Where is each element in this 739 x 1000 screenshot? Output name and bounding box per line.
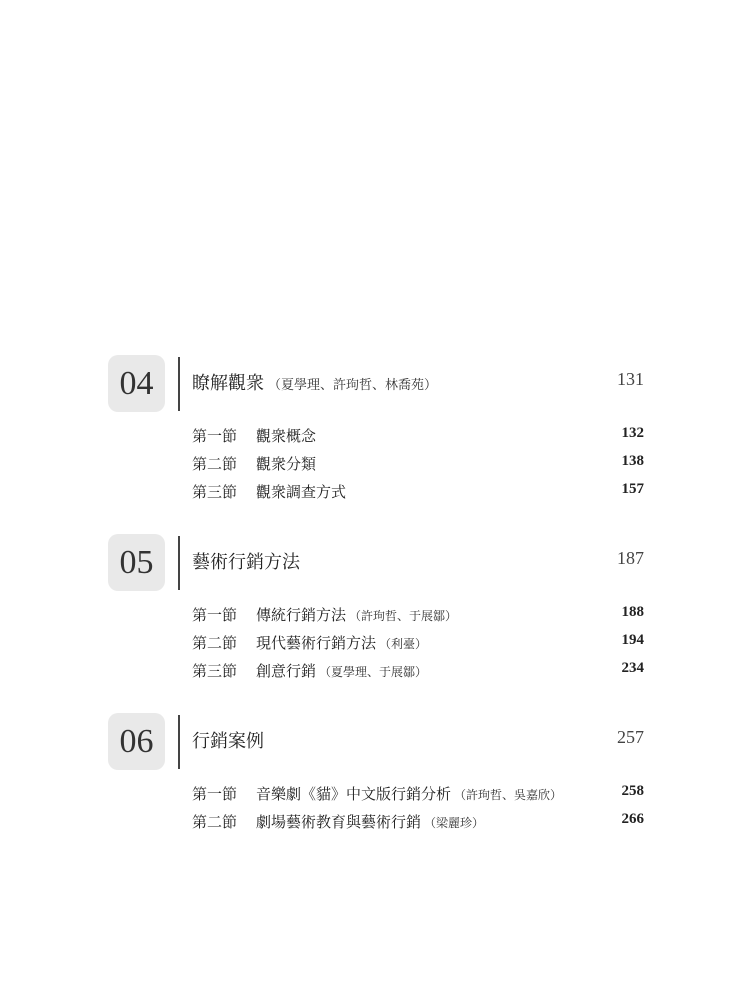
section-title: 音樂劇《貓》中文版行銷分析 (256, 785, 452, 803)
section-list (192, 783, 644, 839)
section-label: 第一節 (192, 606, 238, 624)
chapter-title-row[interactable] (192, 369, 644, 399)
section-page-number: 266 (621, 811, 644, 827)
section-authors: （許玽哲、于展鄒） (349, 609, 458, 623)
chapter-title: 瞭解觀衆 (192, 373, 264, 394)
chapter-number: 06 (119, 722, 154, 760)
section-title: 劇場藝術教育與藝術行銷 (256, 813, 422, 831)
section-row[interactable] (192, 811, 644, 839)
section-page-number: 188 (621, 604, 644, 620)
chapter-divider (178, 357, 180, 411)
section-title: 傳統行銷方法 (256, 606, 347, 624)
section-label: 第三節 (192, 662, 238, 680)
section-row[interactable] (192, 425, 644, 453)
section-authors: （利臺） (379, 637, 428, 651)
chapter-number-badge (108, 355, 165, 412)
chapter-page-number: 257 (617, 727, 644, 747)
section-page-number: 258 (621, 783, 644, 799)
chapter-04 (0, 355, 739, 501)
chapter-number-badge (108, 534, 165, 591)
section-title: 觀衆分類 (256, 455, 317, 473)
section-row[interactable] (192, 660, 644, 688)
chapter-number-badge (108, 713, 165, 770)
chapter-title: 藝術行銷方法 (192, 552, 300, 573)
chapter-authors: （夏學理、許玽哲、林喬苑） (268, 378, 438, 393)
section-title: 觀衆調查方式 (256, 483, 347, 501)
section-row[interactable] (192, 604, 644, 632)
chapter-number: 05 (119, 543, 154, 581)
chapter-title-row[interactable] (192, 727, 644, 757)
section-title: 觀衆概念 (256, 427, 317, 445)
section-page-number: 234 (621, 660, 644, 676)
chapter-page-number: 131 (617, 369, 644, 389)
section-title: 創意行銷 (256, 662, 317, 680)
section-authors: （梁麗珍） (424, 816, 485, 830)
section-page-number: 138 (621, 453, 644, 469)
chapter-title-row[interactable] (192, 548, 644, 578)
section-row[interactable] (192, 783, 644, 811)
chapter-divider (178, 536, 180, 590)
section-label: 第二節 (192, 634, 238, 652)
chapter-page-number: 187 (617, 548, 644, 568)
chapter-number: 04 (119, 364, 154, 402)
section-list (192, 604, 644, 688)
section-label: 第二節 (192, 455, 238, 473)
section-page-number: 194 (621, 632, 644, 648)
chapter-05 (0, 534, 739, 680)
section-title: 現代藝術行銷方法 (256, 634, 377, 652)
section-page-number: 132 (621, 425, 644, 441)
chapter-title: 行銷案例 (192, 731, 264, 752)
section-authors: （夏學理、于展鄒） (319, 665, 428, 679)
section-authors: （許玽哲、吳嘉欣） (454, 788, 563, 802)
section-row[interactable] (192, 481, 644, 509)
chapter-06 (0, 713, 739, 853)
section-label: 第二節 (192, 813, 238, 831)
section-label: 第一節 (192, 785, 238, 803)
section-row[interactable] (192, 632, 644, 660)
chapter-divider (178, 715, 180, 769)
section-page-number: 157 (621, 481, 644, 497)
section-row[interactable] (192, 453, 644, 481)
section-list (192, 425, 644, 509)
section-label: 第一節 (192, 427, 238, 445)
section-label: 第三節 (192, 483, 238, 501)
